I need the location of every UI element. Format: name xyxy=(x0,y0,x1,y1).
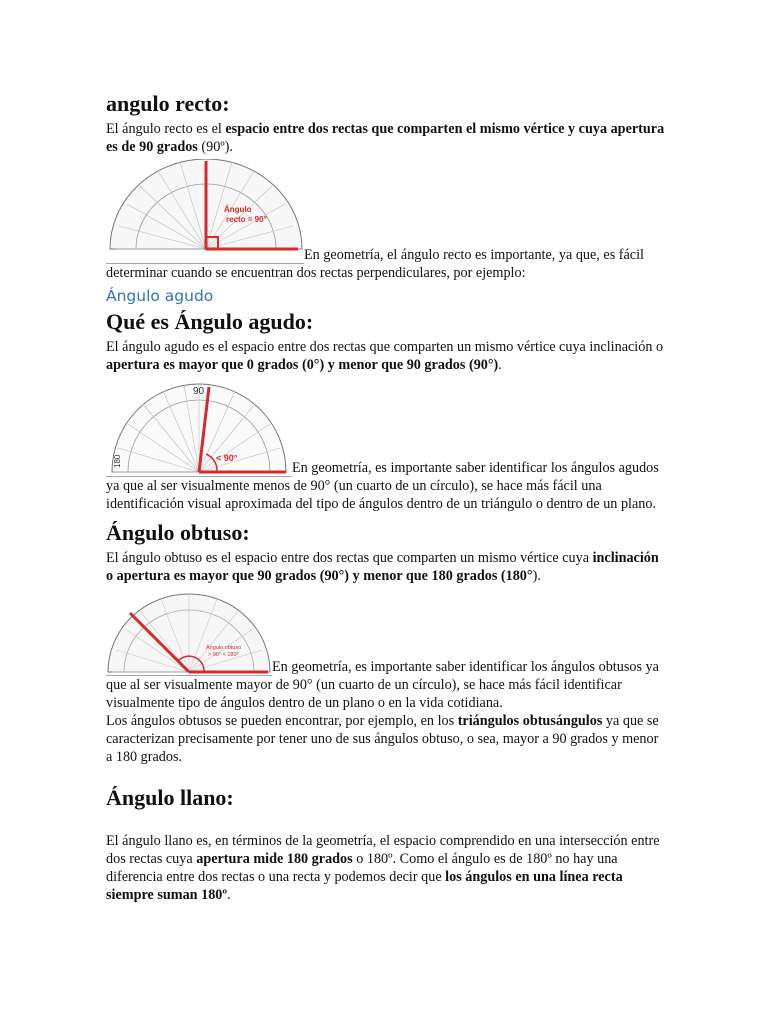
bold-span: inclinación o apertura es mayor que 90 grados (90°) y menor que 180 grados (180° xyxy=(106,550,659,584)
image-label: < 90° xyxy=(216,453,238,463)
image-label-side: 180 xyxy=(113,454,122,468)
bold-span: espacio entre dos rectas que comparten el mismo vértice y cuya apertura es de 90 grados xyxy=(106,121,665,155)
text-span: El ángulo obtuso es el espacio entre dos rectas que comparten un mismo vértice cuya xyxy=(106,550,593,566)
text-span: . xyxy=(227,887,231,903)
text-span: El ángulo agudo es el espacio entre dos rectas que comparten un mismo vértice cuya inclinación o xyxy=(106,339,664,355)
text-span: (90º). xyxy=(197,139,233,155)
paragraph-obtuso-after-image: En geometría, es importante saber identificar los ángulos obtusos ya que al ser visualmente mayor de 90° (un cuarto de un círculo), se hace más fácil identificar visualmente tipo de ángulos dentro de un plano o en la vida cotidiana. xyxy=(106,659,659,711)
paragraph-llano-definition xyxy=(106,832,666,904)
text-span: ). xyxy=(532,568,541,584)
bold-span: los ángulos en una línea recta siempre suman 180º xyxy=(106,869,623,903)
text-span: ya que se caracterizan precisamente por tener uno de sus ángulos obtuso, o sea, mayor a 90 grados y menor a 180 grados. xyxy=(106,713,659,765)
image-label: > 90° < 180° xyxy=(208,652,239,658)
obtuso-image-row xyxy=(106,593,666,712)
text-span: . xyxy=(498,357,502,373)
protractor-obtuse-angle-image xyxy=(106,593,272,676)
heading-angulo-obtuso: Ángulo obtuso: xyxy=(106,520,250,545)
paragraph-agudo-after-image: En geometría, es importante saber identificar los ángulos agudos ya que al ser visualmente menos de 90° (un cuarto de un círculo), se hace más fácil una identificación visual aproximada del tipo de ángulos dentro de un triángulo o dentro de un plano. xyxy=(106,460,659,512)
protractor-acute-angle-image xyxy=(106,382,292,477)
paragraph-obtuso-examples xyxy=(106,712,666,766)
paragraph-recto-definition xyxy=(106,120,666,156)
recto-image-row xyxy=(106,159,666,282)
paragraph-recto-after-image: En geometría, el ángulo recto es importante, ya que, es fácil determinar cuando se encuentran dos rectas perpendiculares, por ejemplo: xyxy=(106,247,644,281)
paragraph-agudo-definition xyxy=(106,338,666,374)
document-page xyxy=(106,88,666,904)
bold-span: apertura mide 180 grados xyxy=(196,851,353,867)
heading-angulo-llano: Ángulo llano: xyxy=(106,785,234,810)
heading-que-es-angulo-agudo: Qué es Ángulo agudo: xyxy=(106,309,314,334)
text-span: Los ángulos obtusos se pueden encontrar, por ejemplo, en los xyxy=(106,713,458,729)
protractor-right-angle-image xyxy=(106,159,304,264)
heading-angulo-recto: angulo recto: xyxy=(106,91,230,116)
image-label: Ángulo obtuso xyxy=(206,645,242,651)
paragraph-obtuso-definition xyxy=(106,549,666,585)
image-label-top: 90 xyxy=(193,386,205,397)
bold-span: triángulos obtusángulos xyxy=(457,713,603,729)
image-label: recto = 90° xyxy=(226,215,267,224)
text-span: El ángulo llano es, en términos de la geometría, el espacio comprendido en una intersección entre dos rectas cuya xyxy=(106,833,660,867)
text-span: El ángulo recto es el xyxy=(106,121,226,137)
image-label: Ángulo xyxy=(224,205,252,214)
text-span: o 180º. Como el ángulo es de 180º no hay una diferencia entre dos rectas o una recta y podemos decir que xyxy=(106,851,618,885)
agudo-image-row xyxy=(106,382,666,513)
bold-span: apertura es mayor que 0 grados (0°) y menor que 90 grados (90°) xyxy=(106,357,499,373)
heading-link-angulo-agudo[interactable]: Ángulo agudo xyxy=(106,287,214,305)
